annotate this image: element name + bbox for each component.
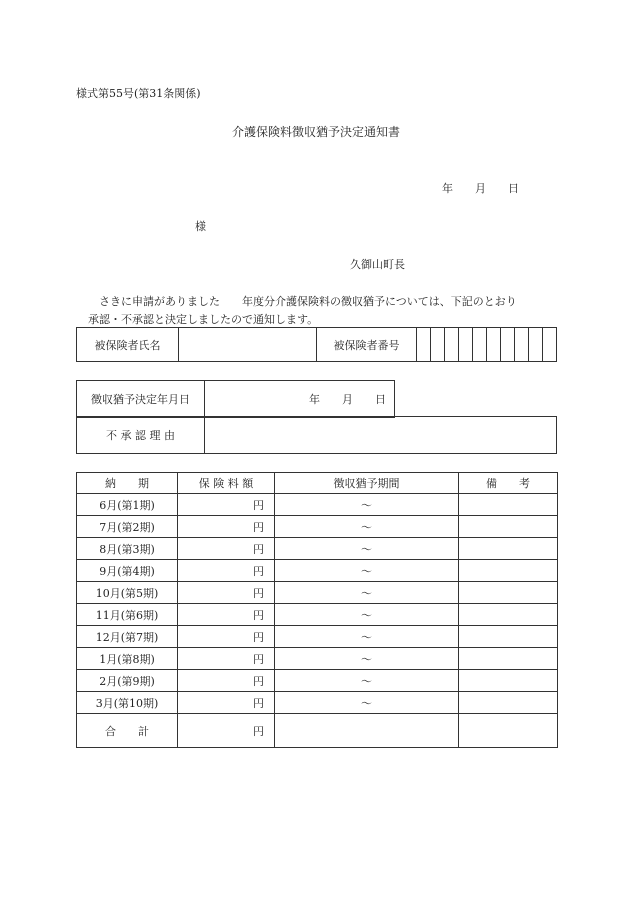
amount-cell: 円	[178, 648, 275, 670]
amount-cell: 円	[178, 626, 275, 648]
period-cell: 8月(第3期)	[77, 538, 178, 560]
header-period: 納 期	[77, 473, 178, 494]
deferral-cell: 〜	[275, 494, 459, 516]
amount-cell: 円	[178, 560, 275, 582]
remarks-cell	[459, 538, 558, 560]
deferral-cell: 〜	[275, 692, 459, 714]
period-cell: 12月(第7期)	[77, 626, 178, 648]
table-row	[77, 516, 558, 538]
addressee-suffix: 様	[195, 220, 206, 233]
remarks-cell	[459, 582, 558, 604]
table-row	[77, 560, 558, 582]
remarks-cell	[459, 670, 558, 692]
insured-number-digit	[431, 328, 445, 362]
amount-cell: 円	[178, 516, 275, 538]
table-row	[77, 582, 558, 604]
table-row	[77, 494, 558, 516]
amount-cell: 円	[178, 604, 275, 626]
deferral-cell: 〜	[275, 560, 459, 582]
form-number: 様式第55号(第31条関係)	[76, 87, 201, 100]
deferral-cell: 〜	[275, 516, 459, 538]
insured-number-digit	[529, 328, 543, 362]
insured-number-digit	[417, 328, 431, 362]
document-title: 介護保険料徴収猶予決定通知書	[232, 125, 401, 139]
deferral-cell: 〜	[275, 670, 459, 692]
decision-date-table	[76, 380, 395, 418]
body-text-line-2: 承認・不承認と決定しましたので通知します。	[88, 313, 319, 326]
remarks-cell	[459, 604, 558, 626]
issuer: 久御山町長	[350, 258, 405, 271]
insured-name-label: 被保険者氏名	[77, 328, 179, 362]
amount-cell: 円	[178, 670, 275, 692]
period-cell: 2月(第9期)	[77, 670, 178, 692]
table-row	[77, 626, 558, 648]
insured-number-digit	[501, 328, 515, 362]
amount-cell: 円	[178, 692, 275, 714]
remarks-cell	[459, 648, 558, 670]
decision-date-value: 年 月 日	[205, 381, 395, 418]
issue-date: 年 月 日	[442, 182, 519, 195]
period-cell: 1月(第8期)	[77, 648, 178, 670]
deferral-cell: 〜	[275, 648, 459, 670]
header-amount: 保 険 料 額	[178, 473, 275, 494]
remarks-cell	[459, 516, 558, 538]
insured-number-digit	[459, 328, 473, 362]
amount-cell: 円	[178, 494, 275, 516]
total-amount: 円	[178, 714, 275, 748]
header-deferral: 徴収猶予期間	[275, 473, 459, 494]
insured-name-value	[179, 328, 317, 362]
remarks-cell	[459, 626, 558, 648]
rejection-reason-table	[76, 416, 557, 454]
deferral-cell: 〜	[275, 604, 459, 626]
decision-date-label: 徴収猶予決定年月日	[77, 381, 205, 418]
table-row	[77, 604, 558, 626]
table-row	[77, 692, 558, 714]
insured-number-digit	[543, 328, 557, 362]
period-cell: 6月(第1期)	[77, 494, 178, 516]
total-label: 合 計	[77, 714, 178, 748]
period-cell: 9月(第4期)	[77, 560, 178, 582]
insured-number-digit	[473, 328, 487, 362]
total-deferral	[275, 714, 459, 748]
insured-number-digit	[487, 328, 501, 362]
period-cell: 11月(第6期)	[77, 604, 178, 626]
insured-number-digit	[515, 328, 529, 362]
remarks-cell	[459, 692, 558, 714]
header-remarks: 備 考	[459, 473, 558, 494]
amount-cell: 円	[178, 538, 275, 560]
schedule-rows	[77, 494, 558, 714]
total-row	[77, 714, 558, 748]
deferral-cell: 〜	[275, 626, 459, 648]
insured-number-label: 被保険者番号	[317, 328, 417, 362]
period-cell: 3月(第10期)	[77, 692, 178, 714]
total-remarks	[459, 714, 558, 748]
table-row	[77, 538, 558, 560]
insured-table	[76, 327, 557, 362]
deferral-cell: 〜	[275, 582, 459, 604]
table-row	[77, 648, 558, 670]
remarks-cell	[459, 494, 558, 516]
remarks-cell	[459, 560, 558, 582]
period-cell: 7月(第2期)	[77, 516, 178, 538]
amount-cell: 円	[178, 582, 275, 604]
table-row	[77, 670, 558, 692]
body-text-line-1: さきに申請がありました 年度分介護保険料の徴収猶予については、下記のとおり	[99, 295, 517, 308]
insured-number-digit	[445, 328, 459, 362]
rejection-reason-label: 不 承 認 理 由	[77, 417, 205, 454]
deferral-cell: 〜	[275, 538, 459, 560]
rejection-reason-value	[205, 417, 557, 454]
period-cell: 10月(第5期)	[77, 582, 178, 604]
schedule-table	[76, 472, 558, 748]
